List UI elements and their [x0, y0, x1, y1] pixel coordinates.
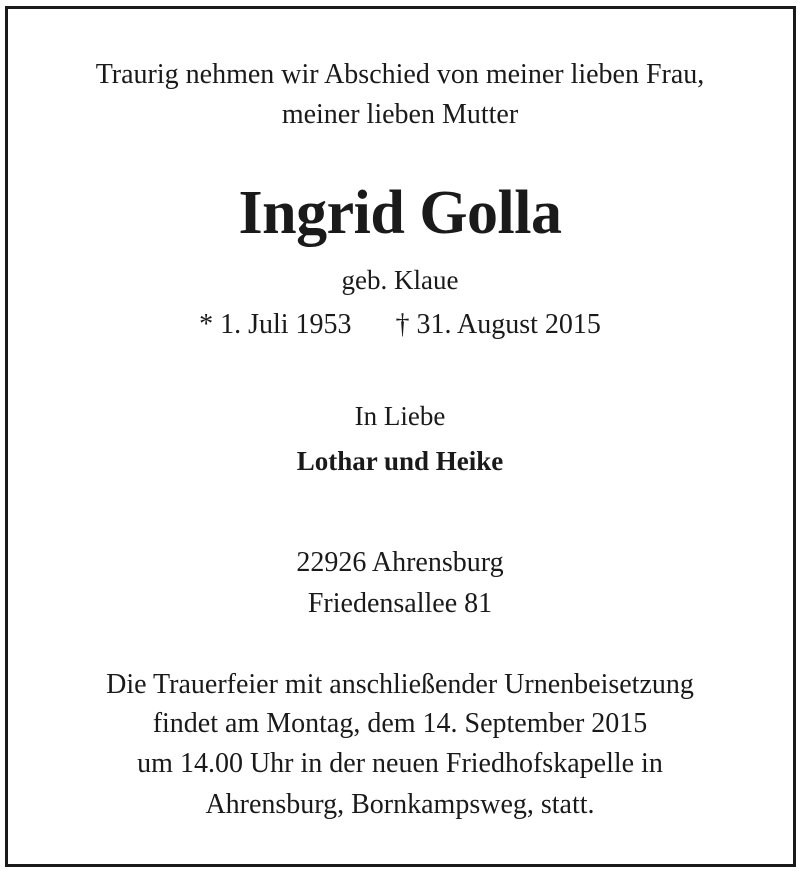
- funeral-line-2: findet am Montag, dem 14. September 2015: [152, 708, 648, 739]
- maiden-name: geb. Klaue: [341, 265, 459, 295]
- address-street: Friedensallee 81: [307, 588, 493, 619]
- death-date: † 31. August 2015: [395, 309, 601, 340]
- funeral-line-4: Ahrensburg, Bornkampsweg, statt.: [205, 789, 595, 820]
- funeral-line-1: Die Trauerfeier mit anschließender Urnenbeisetzung: [106, 669, 694, 700]
- intro-line-2: meiner lieben Mutter: [281, 99, 519, 130]
- mourner-names: Lothar und Heike: [296, 446, 504, 476]
- life-dates: [0, 311, 800, 339]
- birth-date: * 1. Juli 1953: [199, 309, 352, 340]
- intro-line-1: Traurig nehmen wir Abschied von meiner lieben Frau,: [95, 59, 705, 90]
- deceased-name: Ingrid Golla: [238, 179, 562, 247]
- closing-phrase: In Liebe: [354, 401, 446, 431]
- funeral-line-3: um 14.00 Uhr in der neuen Friedhofskapelle in: [137, 748, 663, 779]
- address-city: 22926 Ahrensburg: [296, 547, 504, 578]
